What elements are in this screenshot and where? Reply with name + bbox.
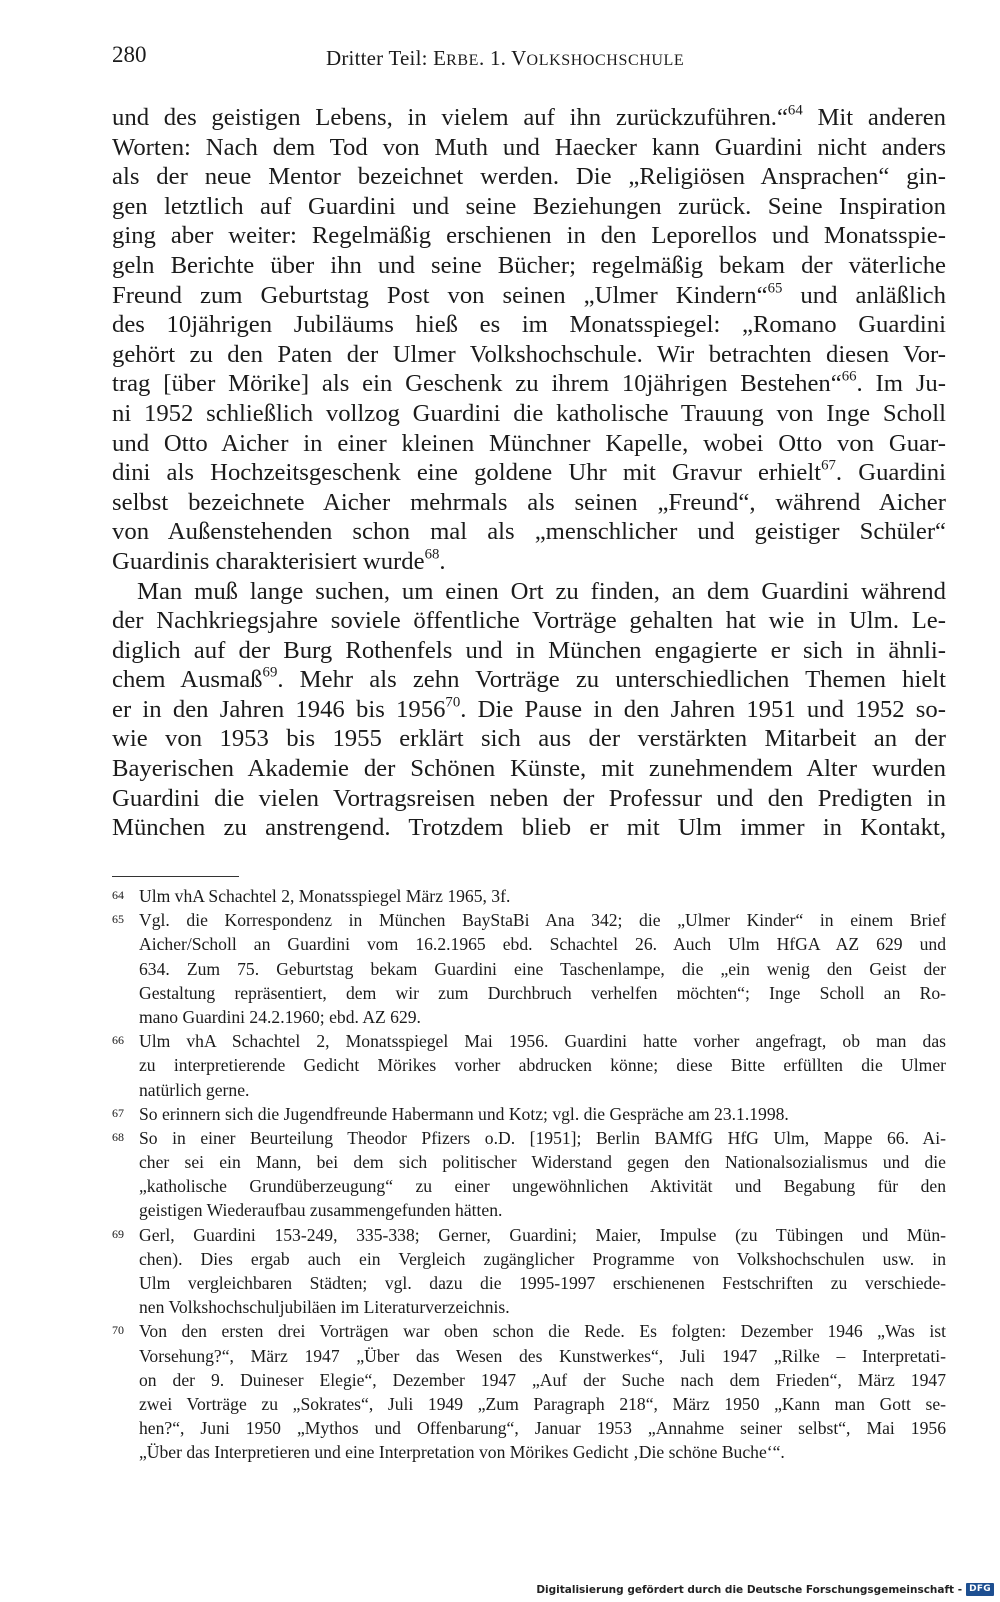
text-segment: des 10jährigen Jubiläums hieß es im Monatsspiegel: „Romano Guardini	[112, 311, 946, 339]
text-segment: Mit anderen	[802, 104, 947, 131]
text-line	[112, 754, 946, 784]
text-line	[112, 577, 946, 607]
text-line	[112, 251, 946, 281]
footnote-line: Vorsehung?“, März 1947 „Über das Wesen des Kunstwerkes“, Juli 1947 „Rilke – Interpretati-	[139, 1345, 946, 1366]
footnote-line: So in einer Beurteilung Theodor Pfizers o.D. [1951]; Berlin BAMfG HfG Ulm, Mappe 66. Ai-	[139, 1127, 946, 1148]
footnote	[112, 1102, 946, 1126]
running-head-smallcaps: OLKSHOCHSCHULE	[526, 52, 685, 69]
running-head-text: . 1. V	[479, 46, 527, 70]
text-line	[112, 636, 946, 666]
text-segment: und Otto Aicher in einer kleinen Münchner Kapelle, wobei Otto von Guar-	[112, 429, 946, 457]
running-head	[326, 46, 684, 71]
footnote-number: 64	[112, 888, 124, 902]
footnote-number: 66	[112, 1033, 124, 1048]
text-line	[112, 784, 946, 814]
text-segment: Worten: Nach dem Tod von Muth und Haecker kann Guardini nicht anders	[112, 133, 946, 161]
footnote	[112, 1029, 946, 1102]
footnote-line: chen). Dies ergab auch ein Vergleich zugänglicher Programme von Volkshochschulen usw. in	[139, 1248, 946, 1269]
text-segment: ni 1952 schließlich vollzog Guardini die katholische Trauung von Inge Scholl	[112, 399, 946, 427]
text-segment: ging aber weiter: Regelmäßig erschienen in den Leporellos und Monatsspie-	[112, 222, 946, 250]
footnote-line: „Über das Interpretieren und eine Interpretation von Mörikes Gedicht ‚Die schöne Buche‘“.	[139, 1442, 785, 1463]
footnote-line: Aicher/Scholl an Guardini vom 16.2.1965 ebd. Schachtel 26. Auch Ulm HfGA AZ 629 und	[139, 934, 946, 955]
footnote-reference[interactable]: 67	[821, 457, 836, 474]
footnote-reference[interactable]: 66	[841, 368, 857, 385]
dfg-logo: DFG	[966, 1583, 994, 1596]
footnote-line: Vgl. die Korrespondenz in München BayStaBi Ana 342; die „Ulmer Kinder“ in einem Brief	[139, 910, 946, 931]
text-line	[112, 133, 946, 163]
footnote-reference[interactable]: 65	[767, 280, 783, 297]
text-line	[112, 429, 946, 459]
text-segment: und anläßlich	[782, 281, 946, 309]
footnote-line: Ulm vergleichbaren Städten; vgl. dazu die 1995-1997 erschienenen Festschriften zu verschiede-	[139, 1273, 946, 1293]
footnote-number: 70	[112, 1323, 124, 1338]
text-segment: von Außenstehenden schon mal als „menschlicher und geistiger Schüler“	[112, 518, 946, 546]
text-segment: .	[439, 547, 446, 575]
footnote	[112, 884, 946, 908]
text-line	[112, 517, 946, 547]
text-segment: Man muß lange suchen, um einen Ort zu finden, an dem Guardini während	[137, 577, 946, 605]
footnote-number: 69	[112, 1226, 124, 1241]
text-line	[112, 310, 946, 340]
text-segment: und des geistigen Lebens, in vielem auf ihn zurückzuführen.“	[112, 104, 788, 131]
footnote-number: 68	[112, 1129, 124, 1144]
footnote	[112, 1223, 946, 1320]
text-segment: . Mehr als zehn Vorträge zu unterschiedlichen Themen hielt	[277, 666, 946, 694]
text-segment: Freund zum Geburtstag Post von seinen „Ulmer Kindern“	[112, 281, 768, 309]
footnote-line: on der 9. Duineser Elegie“, Dezember 1947 „Auf der Suche nach dem Frieden“, März 1947	[139, 1369, 946, 1390]
text-segment: . Guardini	[835, 459, 946, 487]
footnote-line: hen?“, Juni 1950 „Mythos und Offenbarung“, Januar 1953 „Annahme seiner selbst“, Mai 1956	[139, 1418, 946, 1439]
footnote-line: natürlich gerne.	[139, 1079, 250, 1100]
footnote-line: mano Guardini 24.2.1960; ebd. AZ 629.	[139, 1006, 421, 1027]
footnote-number: 67	[112, 1105, 124, 1120]
footnote-reference[interactable]: 70	[445, 694, 461, 711]
text-segment: als der neue Mentor bezeichnet werden. Die „Religiösen Ansprachen“ gin-	[112, 163, 946, 191]
footnote-line: Gestaltung repräsentiert, dem wir zum Durchbruch verhelfen möchten“; Inge Scholl an Ro-	[139, 982, 946, 1003]
text-segment: Guardinis charakterisiert wurde	[112, 547, 425, 575]
text-segment: . Die Pause in den Jahren 1951 und 1952 so-	[460, 695, 946, 723]
digitization-notice	[536, 1583, 994, 1596]
text-line	[112, 103, 946, 133]
text-line	[112, 192, 946, 222]
footnote-number: 65	[112, 912, 124, 927]
footnote	[112, 1126, 946, 1223]
footnote-line: Ulm vhA Schachtel 2, Monatsspiegel Mai 1956. Guardini hatte vorher angefragt, ob man das	[139, 1031, 946, 1052]
footnote	[112, 908, 946, 1029]
text-segment: Bayerischen Akademie der Schönen Künste, mit zunehmendem Alter wurden	[112, 755, 946, 783]
text-line	[112, 221, 946, 251]
footnote-reference[interactable]: 68	[424, 546, 440, 563]
footnotes	[112, 884, 946, 1465]
text-segment: chem Ausmaß	[112, 666, 263, 694]
text-line	[112, 281, 946, 311]
footnote-line: zwei Vorträge zu „Sokrates“, Juli 1949 „Zum Paragraph 218“, März 1950 „Kann man Gott se-	[139, 1393, 946, 1414]
text-segment: er in den Jahren 1946 bis 1956	[112, 695, 446, 723]
text-segment: München zu anstrengend. Trotzdem blieb er mit Ulm immer in Kontakt,	[112, 814, 946, 842]
text-line	[112, 369, 946, 399]
text-segment: wie von 1953 bis 1955 erklärt sich aus der verstärkten Mitarbeit an der	[112, 725, 946, 753]
text-line	[112, 458, 946, 488]
text-line	[112, 488, 946, 518]
footnote-line: Gerl, Guardini 153-249, 335-338; Gerner, Guardini; Maier, Impulse (zu Tübingen und Mün-	[139, 1224, 946, 1245]
text-segment: diglich auf der Burg Rothenfels und in München engagierte er sich in ähnli-	[112, 636, 946, 664]
footnote-line: „katholische Grundüberzeugung“ zu einer ungewöhnlichen Aktivität und Begabung für den	[139, 1176, 946, 1197]
text-segment: trag [über Mörike] als ein Geschenk zu ihrem 10jährigen Bestehen“	[112, 370, 842, 398]
text-segment: gen letztlich auf Guardini und seine Beziehungen zurück. Seine Inspiration	[112, 192, 946, 220]
footnote-line: Ulm vhA Schachtel 2, Monatsspiegel März 1965, 3f.	[139, 886, 511, 906]
footnote-line: 634. Zum 75. Geburtstag bekam Guardini eine Taschenlampe, die „ein wenig den Geist der	[139, 958, 946, 979]
running-head-smallcaps: RBE	[446, 52, 480, 69]
notice-text: Digitalisierung gefördert durch die Deutsche Forschungsgemeinschaft -	[536, 1583, 963, 1596]
footnote-line: nen Volkshochschuljubiläen im Literaturverzeichnis.	[139, 1297, 510, 1318]
text-segment: geln Berichte über ihn und seine Bücher; regelmäßig bekam der väterliche	[112, 251, 946, 279]
footnote-reference[interactable]: 64	[787, 102, 803, 119]
footnote-line: geistigen Wiederaufbau zusammengefunden hätten.	[139, 1200, 503, 1221]
text-segment: selbst bezeichnete Aicher mehrmals als seinen „Freund“, während Aicher	[112, 488, 946, 516]
text-line	[112, 547, 946, 577]
text-line	[112, 813, 946, 843]
footnote-line: cher sei ein Mann, bei dem sich politischer Widerstand gegen den Nationalsozialismus und die	[139, 1152, 946, 1173]
footnote-line: So erinnern sich die Jugendfreunde Habermann und Kotz; vgl. die Gespräche am 23.1.1998.	[139, 1103, 789, 1124]
footnote	[112, 1319, 946, 1464]
footnote-reference[interactable]: 69	[262, 664, 278, 681]
text-segment: gehört zu den Paten der Ulmer Volkshochschule. Wir betrachten diesen Vor-	[112, 340, 946, 368]
page-number: 280	[112, 42, 147, 67]
text-line	[112, 340, 946, 370]
text-line	[112, 162, 946, 192]
text-line	[112, 695, 946, 725]
page-header	[112, 40, 946, 72]
running-head-text: Dritter Teil: E	[326, 46, 447, 70]
text-line	[112, 665, 946, 695]
footnote-line: zu interpretierende Gedicht Mörikes vorher abdrucken könne; diese Bitte erfüllten die Ulmer	[139, 1055, 946, 1076]
footnote-line: Von den ersten drei Vorträgen war oben schon die Rede. Es folgten: Dezember 1946 „Was ist	[139, 1321, 946, 1342]
text-segment: Guardini die vielen Vortragsreisen neben der Professur und den Predigten in	[112, 784, 946, 812]
text-line	[112, 399, 946, 429]
text-line	[112, 724, 946, 754]
text-segment: der Nachkriegsjahre soviele öffentliche Vorträge gehalten hat wie in Ulm. Le-	[112, 607, 946, 635]
main-text	[112, 103, 946, 843]
footnote-divider	[112, 876, 239, 877]
text-line	[112, 606, 946, 636]
text-segment: dini als Hochzeitsgeschenk eine goldene Uhr mit Gravur erhielt	[112, 459, 822, 487]
text-segment: . Im Ju-	[856, 370, 946, 398]
